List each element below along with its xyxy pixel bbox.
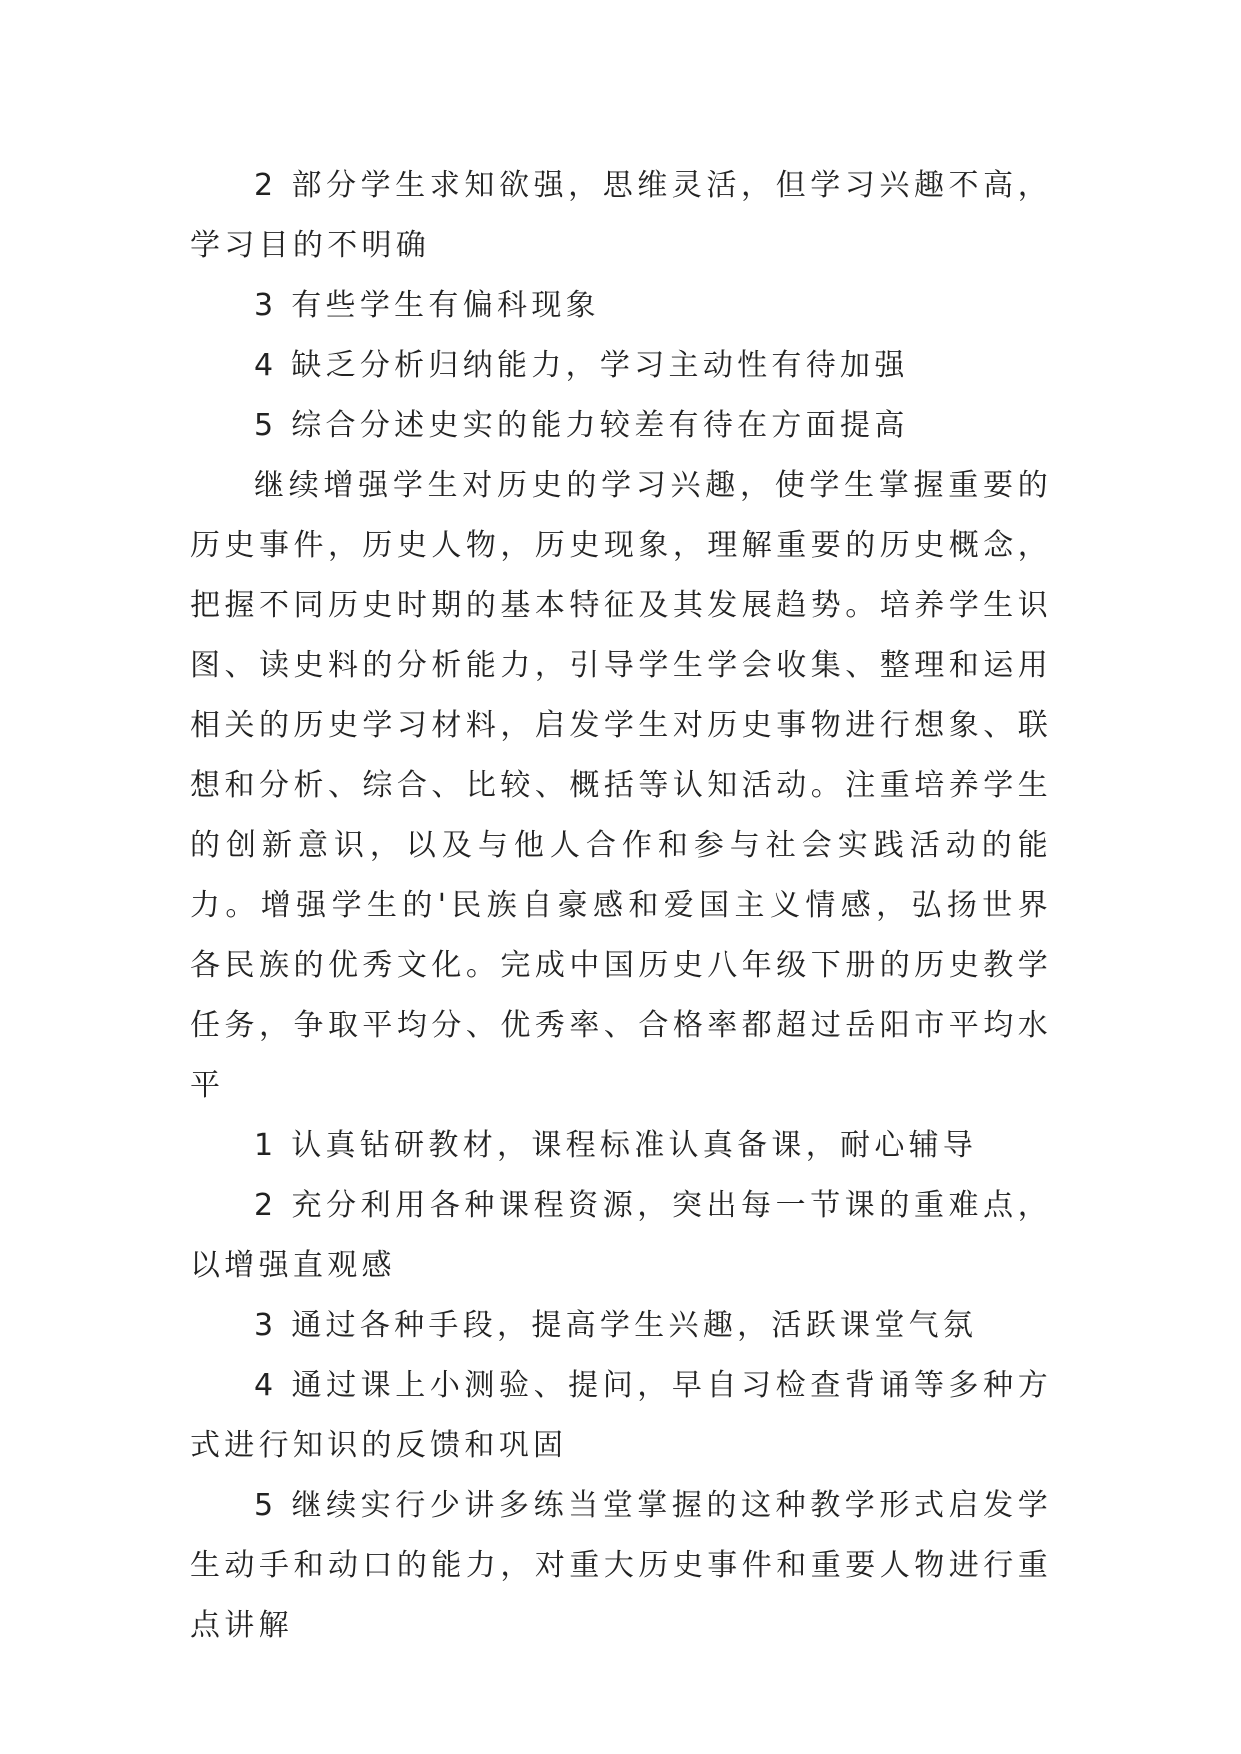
paragraph-measure-feedback: 4 通过课上小测验、提问，早自习检查背诵等多种方式进行知识的反馈和巩固 xyxy=(190,1368,1052,1463)
paragraph-measure-study-materials: 1 认真钻研教材，课程标准认真备课，耐心辅导 xyxy=(254,1128,978,1163)
document-body xyxy=(190,156,1052,1656)
paragraph-subject-bias: 3 有些学生有偏科现象 xyxy=(254,288,600,323)
paragraph-teaching-goals: 继续增强学生对历史的学习兴趣，使学生掌握重要的历史事件，历史人物，历史现象，理解重要的历史概念，把握不同历史时期的基本特征及其发展趋势。培养学生识图、读史料的分析能力，引导学生学会收集、整理和运用相关的历史学习材料，启发学生对历史事物进行想象、联想和分析、综合、比较、概括等认知活动。注重培养学生的创新意识，以及与他人合作和参与社会实践活动的能力。增强学生的'民族自豪感和爱国主义情感，弘扬世界各民族的优秀文化。完成中国历史八年级下册的历史教学任务，争取平均分、优秀率、合格率都超过岳阳市平均水平 xyxy=(190,468,1052,1103)
paragraph-student-curiosity: 2 部分学生求知欲强，思维灵活，但学习兴趣不高，学习目的不明确 xyxy=(190,168,1052,263)
paragraph-measure-teaching-form: 5 继续实行少讲多练当堂掌握的这种教学形式启发学生动手和动口的能力，对重大历史事件和重要人物进行重点讲解 xyxy=(190,1488,1052,1643)
paragraph-measure-classroom-interest: 3 通过各种手段，提高学生兴趣，活跃课堂气氛 xyxy=(254,1308,978,1343)
paragraph-synthesis-ability: 5 综合分述史实的能力较差有待在方面提高 xyxy=(254,408,909,443)
paragraph-measure-course-resources: 2 充分利用各种课程资源，突出每一节课的重难点，以增强直观感 xyxy=(190,1188,1052,1283)
paragraph-analysis-ability: 4 缺乏分析归纳能力，学习主动性有待加强 xyxy=(254,348,909,383)
